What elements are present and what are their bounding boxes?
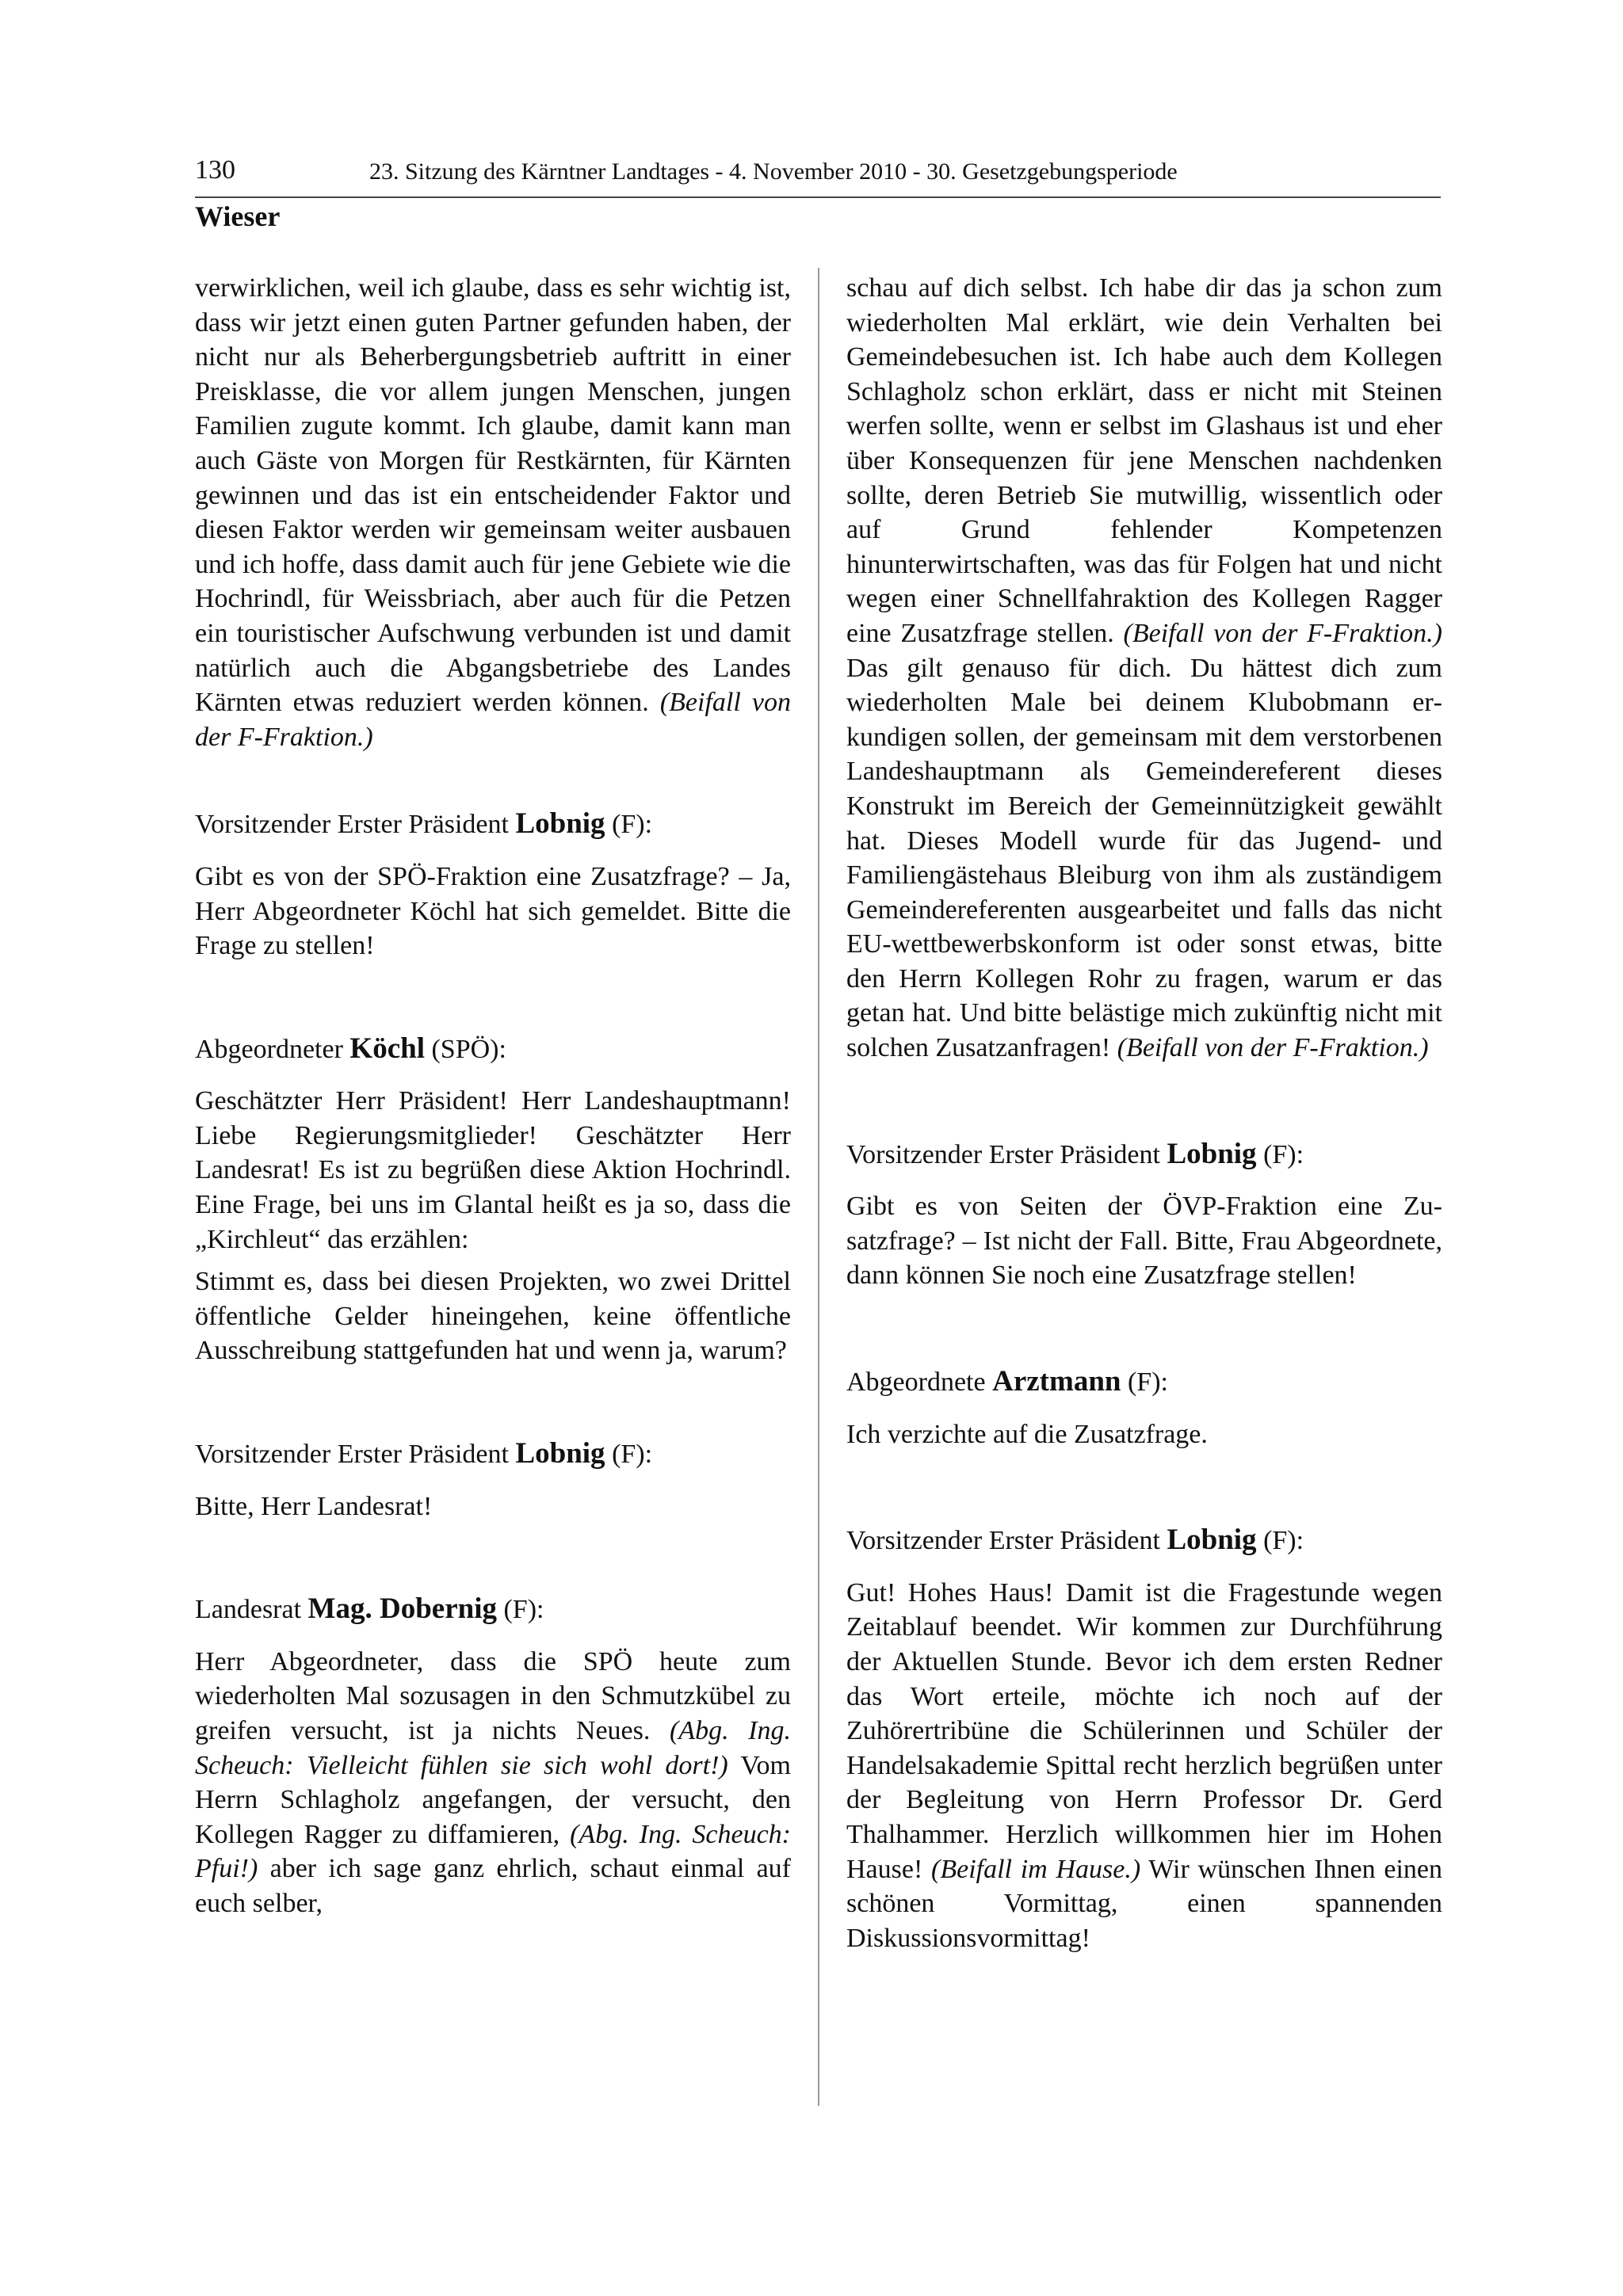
speaker-line	[195, 1032, 791, 1067]
speaker-line	[195, 807, 791, 842]
speaker-role: Vorsitzender Erster Präsident	[846, 1526, 1160, 1556]
speaker-role: Vorsitzender Erster Präsident	[195, 1440, 509, 1470]
paragraph-text: aber ich sage ganz ehrlich, schaut einmal auf euch selber,	[195, 1854, 791, 1918]
speaker-role: Abgeordnete	[846, 1367, 986, 1398]
speaker-role: Abgeordneter	[195, 1034, 343, 1064]
speaker-role: Landesrat	[195, 1595, 302, 1625]
speaker-name: Lobnig	[1167, 1524, 1257, 1557]
interjection: (Beifall im Hause.)	[931, 1854, 1141, 1884]
speaker-party: (SPÖ):	[431, 1034, 506, 1064]
speaker-party: (F):	[612, 810, 653, 840]
speaker-name: Arztmann	[992, 1365, 1121, 1398]
paragraph	[846, 1576, 1442, 1956]
interjection: (Abg. Ing. Scheuch: Pfui!)	[195, 1819, 791, 1884]
speaker-name: Lobnig	[515, 807, 605, 841]
paragraph: Bitte, Herr Landesrat!	[195, 1491, 433, 1521]
running-speaker: Wieser	[195, 200, 281, 232]
paragraph-text: verwirklichen, weil ich glaube, dass es sehr wichtig ist, dass wir jetzt einen guten Partner gefunden haben, der nicht nur als Beherbergungsbetrieb auftritt in einer Preisklasse, die vor allem jungen Menschen, jungen Familien zugute kommt. Ich glaube, damit kann man auch Gäste von Morgen für Restkärnten, für Kärnten gewinnen und das ist ein entscheidender Faktor und diesen Faktor werden wir gemeinsam weiter ausbauen und ich hoffe, dass damit auch für jene Gebiete wie die Hochrindl, für Weissbriach, aber auch für die Petzen ein touristischer Aufschwung verbunden ist und damit natürlich auch die Abgangsbetriebe des Landes Kärnten etwas reduziert werden können.	[195, 273, 791, 718]
page-number: 130	[195, 155, 235, 185]
paragraph	[195, 1645, 791, 1921]
interjection: (Beifall von der F-Fraktion.)	[1117, 1033, 1429, 1063]
speaker-party: (F):	[1127, 1367, 1168, 1398]
speaker-party: (F):	[612, 1440, 653, 1470]
speaker-name: Köchl	[349, 1032, 425, 1065]
speaker-role: Vorsitzender Erster Präsident	[195, 810, 509, 840]
speaker-line	[195, 1436, 791, 1472]
speaker-role: Vorsitzender Erster Präsident	[846, 1139, 1160, 1169]
paragraph-text: Wir wünschen Ihnen einen schönen Vormittag, einen spannenden Diskussionsvormittag!	[846, 1854, 1442, 1953]
paragraph-text: Herr Abgeordneter, dass die SPÖ heute zum wiederholten Mal sozusagen in den Schmutzkübel zu greifen versucht, ist ja nichts Neues.	[195, 1646, 791, 1745]
paragraph	[195, 271, 791, 754]
speaker-line	[846, 1364, 1442, 1400]
interjection: (Beifall von der F-Fraktion.)	[195, 688, 791, 752]
paragraph	[846, 271, 1442, 1066]
speaker-name: Lobnig	[1167, 1137, 1257, 1170]
speaker-name: Lobnig	[515, 1437, 605, 1470]
paragraph: Ich verzichte auf die Zusatzfrage.	[846, 1419, 1208, 1449]
paragraph: Geschätzter Herr Präsident! Herr Landeshauptmann! Liebe Regierungsmitglieder! Geschätzter Herr Landesrat! Es ist zu begrüßen diese Aktion Hochrindl. Eine Frage, bei uns im Glantal heißt es ja so, dass die „Kirchleut“ das erzählen:	[195, 1086, 791, 1254]
speaker-party: (F):	[503, 1595, 544, 1625]
column-divider	[818, 268, 819, 2106]
right-column	[846, 271, 1442, 1955]
speaker-party: (F):	[1263, 1526, 1304, 1556]
running-title: 23. Sitzung des Kärntner Landtages - 4. November 2010 - 30. Gesetzgebungsperiode	[369, 158, 1178, 185]
speaker-party: (F):	[1263, 1139, 1304, 1169]
paragraph-text: Vom Herrn Schlagholz angefangen, der versucht, den Kollegen Ragger zu diffamieren,	[195, 1750, 791, 1849]
paragraph-text: Das gilt genauso für dich. Du hättest dich zum wiederholten Male bei deinem Klubobmann erkundigen sollen, der gemeinsam mit dem verstorbenen Landeshauptmann als Gemeindereferent dieses Konstrukt im Bereich der Gemeinnützigkeit gewählt hat. Dieses Modell wurde für das Jugend- und Familiengästehaus Bleiburg von ihm als zuständigem Gemeindereferenten ausgearbeitet und falls das nicht EU-wettbewerbskonform ist oder sonst etwas, bitte den Herrn Kollegen Rohr zu fragen, warum er das getan hat. Und bitte belästige mich zukünftig nicht mit solchen Zusatzanfragen!	[846, 653, 1442, 1063]
speaker-line	[846, 1523, 1442, 1558]
paragraph-text: schau auf dich selbst. Ich habe dir das ja schon zum wiederholten Mal erklärt, wie dein Verhalten bei Gemeindebesuchen ist. Ich habe auch dem Kollegen Schlagholz schon erklärt, dass er nicht mit Steinen werfen sollte, wenn er selbst im Glashaus ist und eher über Konsequenzen für jene Menschen nachdenken sollte, deren Betrieb Sie mutwillig, wissentlich oder auf Grund fehlender Kompetenzen hinunterwirtschaften, was das für Folgen hat und nicht wegen einer Schnellfahraktion des Kollegen Ragger eine Zusatzfrage stellen.	[846, 273, 1442, 648]
paragraph: Gibt es von der SPÖ-Fraktion eine Zusatzfrage? – Ja, Herr Abgeordneter Köchl hat sich gemeldet. Bitte die Frage zu stellen!	[195, 861, 791, 961]
interjection: (Beifall von der F-Fraktion.)	[1123, 618, 1442, 648]
speaker-line	[195, 1592, 791, 1627]
paragraph: Stimmt es, dass bei diesen Projekten, wo zwei Drittel öffentliche Gelder hineingehen, keine öffentliche Ausschreibung stattgefunden hat und wenn ja, warum?	[195, 1267, 791, 1366]
speaker-name: Mag. Dobernig	[307, 1592, 497, 1626]
interjection: (Abg. Ing. Scheuch: Vielleicht fühlen sie sich wohl dort!)	[195, 1716, 792, 1780]
speaker-line	[846, 1137, 1442, 1173]
header-rule	[195, 196, 1441, 198]
paragraph-text: Gut! Hohes Haus! Damit ist die Fragestunde wegen Zeitablauf beendet. Wir kommen zur Durchführung der Aktuellen Stunde. Bevor ich dem ersten Redner das Wort erteile, möchte ich noch auf der Zuhörertribüne die Schülerinnen und Schüler der Handelsakademie Spittal recht herzlich begrüßen unter der Begleitung von Herrn Professor Dr. Gerd Thalhammer. Herzlich willkommen hier im Hohen Hause!	[846, 1577, 1442, 1884]
left-column	[195, 271, 791, 1921]
paragraph: Gibt es von Seiten der ÖVP-Fraktion eine Zusatzfrage? – Ist nicht der Fall. Bitte, Frau Abgeordnete, dann können Sie noch eine Zusatzfrage stellen!	[846, 1192, 1442, 1291]
